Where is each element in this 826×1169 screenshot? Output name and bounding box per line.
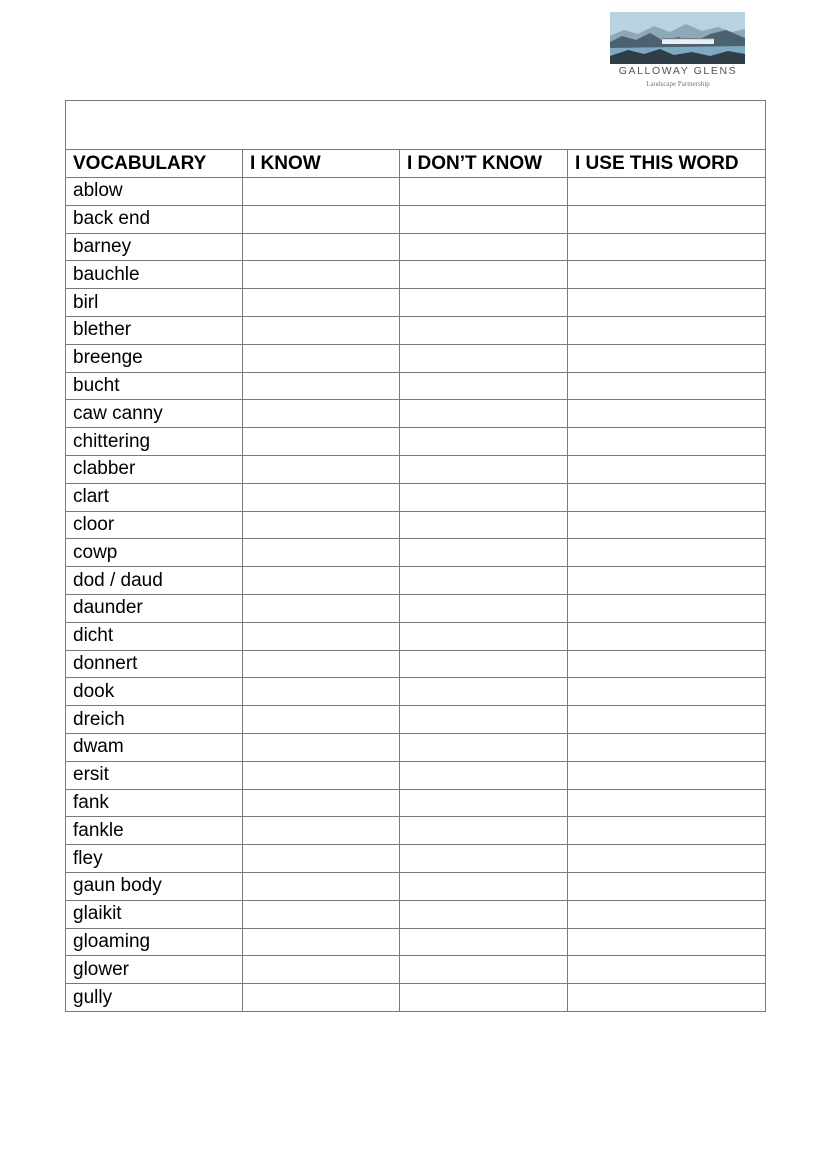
i-know-cell[interactable] xyxy=(243,289,400,317)
table-row xyxy=(66,344,766,372)
table-row xyxy=(66,817,766,845)
i-use-this-word-cell[interactable] xyxy=(568,428,766,456)
table-row xyxy=(66,289,766,317)
vocabulary-word: gaun body xyxy=(66,872,243,900)
vocabulary-word: fley xyxy=(66,845,243,873)
i-dont-know-cell[interactable] xyxy=(400,845,568,873)
i-dont-know-cell[interactable] xyxy=(400,650,568,678)
i-use-this-word-cell[interactable] xyxy=(568,289,766,317)
i-use-this-word-cell[interactable] xyxy=(568,400,766,428)
table-row xyxy=(66,900,766,928)
vocabulary-word: chittering xyxy=(66,428,243,456)
i-dont-know-cell[interactable] xyxy=(400,733,568,761)
i-know-cell[interactable] xyxy=(243,539,400,567)
i-dont-know-cell[interactable] xyxy=(400,428,568,456)
i-use-this-word-cell[interactable] xyxy=(568,567,766,595)
i-dont-know-cell[interactable] xyxy=(400,289,568,317)
i-use-this-word-cell[interactable] xyxy=(568,984,766,1012)
table-row xyxy=(66,178,766,206)
vocabulary-word: birl xyxy=(66,289,243,317)
i-dont-know-cell[interactable] xyxy=(400,984,568,1012)
i-know-cell[interactable] xyxy=(243,984,400,1012)
i-dont-know-cell[interactable] xyxy=(400,761,568,789)
i-dont-know-cell[interactable] xyxy=(400,483,568,511)
table-header-row xyxy=(66,150,766,178)
i-know-cell[interactable] xyxy=(243,900,400,928)
table-title-row xyxy=(66,101,766,150)
table-row xyxy=(66,650,766,678)
i-use-this-word-cell[interactable] xyxy=(568,928,766,956)
i-know-cell[interactable] xyxy=(243,455,400,483)
i-dont-know-cell[interactable] xyxy=(400,178,568,206)
table-row xyxy=(66,316,766,344)
table-row xyxy=(66,706,766,734)
i-know-cell[interactable] xyxy=(243,817,400,845)
i-use-this-word-cell[interactable] xyxy=(568,678,766,706)
vocabulary-word: fank xyxy=(66,789,243,817)
i-use-this-word-cell[interactable] xyxy=(568,733,766,761)
i-use-this-word-cell[interactable] xyxy=(568,900,766,928)
table-row xyxy=(66,372,766,400)
i-know-cell[interactable] xyxy=(243,622,400,650)
i-use-this-word-cell[interactable] xyxy=(568,872,766,900)
i-know-cell[interactable] xyxy=(243,344,400,372)
galloway-glens-logo xyxy=(610,12,746,90)
vocabulary-word: dod / daud xyxy=(66,567,243,595)
i-know-cell[interactable] xyxy=(243,205,400,233)
i-know-cell[interactable] xyxy=(243,594,400,622)
i-dont-know-cell[interactable] xyxy=(400,622,568,650)
landscape-logo-image xyxy=(610,12,745,64)
i-use-this-word-cell[interactable] xyxy=(568,261,766,289)
table-row xyxy=(66,233,766,261)
table-row xyxy=(66,483,766,511)
i-know-cell[interactable] xyxy=(243,178,400,206)
vocabulary-word: gully xyxy=(66,984,243,1012)
table-row xyxy=(66,622,766,650)
vocabulary-word: clart xyxy=(66,483,243,511)
i-dont-know-cell[interactable] xyxy=(400,261,568,289)
table-row xyxy=(66,984,766,1012)
vocabulary-word: blether xyxy=(66,316,243,344)
header-i-know: I KNOW xyxy=(243,150,400,178)
table-row xyxy=(66,455,766,483)
i-dont-know-cell[interactable] xyxy=(400,594,568,622)
vocabulary-word: dook xyxy=(66,678,243,706)
vocabulary-word: bucht xyxy=(66,372,243,400)
i-dont-know-cell[interactable] xyxy=(400,817,568,845)
vocabulary-word: glower xyxy=(66,956,243,984)
vocabulary-word: gloaming xyxy=(66,928,243,956)
vocabulary-word: glaikit xyxy=(66,900,243,928)
i-know-cell[interactable] xyxy=(243,372,400,400)
i-use-this-word-cell[interactable] xyxy=(568,817,766,845)
vocabulary-word: ablow xyxy=(66,178,243,206)
i-dont-know-cell[interactable] xyxy=(400,900,568,928)
logo-name: GALLOWAY GLENS xyxy=(618,65,738,77)
vocabulary-word: clabber xyxy=(66,455,243,483)
i-dont-know-cell[interactable] xyxy=(400,372,568,400)
i-know-cell[interactable] xyxy=(243,678,400,706)
i-know-cell[interactable] xyxy=(243,845,400,873)
i-use-this-word-cell[interactable] xyxy=(568,511,766,539)
i-use-this-word-cell[interactable] xyxy=(568,233,766,261)
table-row xyxy=(66,567,766,595)
i-use-this-word-cell[interactable] xyxy=(568,483,766,511)
i-know-cell[interactable] xyxy=(243,316,400,344)
i-use-this-word-cell[interactable] xyxy=(568,956,766,984)
i-know-cell[interactable] xyxy=(243,789,400,817)
table-row xyxy=(66,511,766,539)
vocabulary-word: caw canny xyxy=(66,400,243,428)
i-know-cell[interactable] xyxy=(243,233,400,261)
vocabulary-word: barney xyxy=(66,233,243,261)
i-dont-know-cell[interactable] xyxy=(400,233,568,261)
vocabulary-word: breenge xyxy=(66,344,243,372)
i-know-cell[interactable] xyxy=(243,261,400,289)
vocabulary-word: donnert xyxy=(66,650,243,678)
i-dont-know-cell[interactable] xyxy=(400,511,568,539)
table-row xyxy=(66,594,766,622)
table-row xyxy=(66,733,766,761)
i-use-this-word-cell[interactable] xyxy=(568,650,766,678)
i-dont-know-cell[interactable] xyxy=(400,205,568,233)
i-dont-know-cell[interactable] xyxy=(400,789,568,817)
i-know-cell[interactable] xyxy=(243,956,400,984)
i-know-cell[interactable] xyxy=(243,400,400,428)
vocabulary-table xyxy=(65,100,766,1012)
vocabulary-word: dwam xyxy=(66,733,243,761)
i-dont-know-cell[interactable] xyxy=(400,567,568,595)
table-row xyxy=(66,845,766,873)
i-use-this-word-cell[interactable] xyxy=(568,372,766,400)
i-know-cell[interactable] xyxy=(243,511,400,539)
table-row xyxy=(66,956,766,984)
table-row xyxy=(66,928,766,956)
i-know-cell[interactable] xyxy=(243,706,400,734)
i-use-this-word-cell[interactable] xyxy=(568,789,766,817)
table-row xyxy=(66,261,766,289)
i-know-cell[interactable] xyxy=(243,483,400,511)
i-know-cell[interactable] xyxy=(243,650,400,678)
i-use-this-word-cell[interactable] xyxy=(568,344,766,372)
header-i-dont-know: I DON’T KNOW xyxy=(400,150,568,178)
i-dont-know-cell[interactable] xyxy=(400,539,568,567)
vocabulary-word: back end xyxy=(66,205,243,233)
table-row xyxy=(66,539,766,567)
i-dont-know-cell[interactable] xyxy=(400,706,568,734)
i-dont-know-cell[interactable] xyxy=(400,316,568,344)
vocabulary-word: ersit xyxy=(66,761,243,789)
i-know-cell[interactable] xyxy=(243,928,400,956)
vocabulary-word: dicht xyxy=(66,622,243,650)
table-row xyxy=(66,400,766,428)
i-use-this-word-cell[interactable] xyxy=(568,594,766,622)
i-know-cell[interactable] xyxy=(243,567,400,595)
header-i-use-this-word: I USE THIS WORD xyxy=(568,150,766,178)
i-dont-know-cell[interactable] xyxy=(400,678,568,706)
logo-dam xyxy=(662,39,714,44)
table-row xyxy=(66,205,766,233)
i-use-this-word-cell[interactable] xyxy=(568,205,766,233)
header-vocabulary: VOCABULARY xyxy=(66,150,243,178)
table-row xyxy=(66,428,766,456)
i-know-cell[interactable] xyxy=(243,733,400,761)
i-use-this-word-cell[interactable] xyxy=(568,178,766,206)
i-dont-know-cell[interactable] xyxy=(400,928,568,956)
vocabulary-word: daunder xyxy=(66,594,243,622)
i-use-this-word-cell[interactable] xyxy=(568,761,766,789)
i-use-this-word-cell[interactable] xyxy=(568,706,766,734)
i-dont-know-cell[interactable] xyxy=(400,400,568,428)
table-title-cell[interactable] xyxy=(66,101,766,150)
i-know-cell[interactable] xyxy=(243,872,400,900)
vocabulary-word: bauchle xyxy=(66,261,243,289)
vocabulary-word: cloor xyxy=(66,511,243,539)
i-use-this-word-cell[interactable] xyxy=(568,539,766,567)
i-use-this-word-cell[interactable] xyxy=(568,455,766,483)
vocabulary-word: cowp xyxy=(66,539,243,567)
vocabulary-word: fankle xyxy=(66,817,243,845)
i-dont-know-cell[interactable] xyxy=(400,344,568,372)
logo-subtitle: Landscape Partnership xyxy=(646,80,710,88)
vocabulary-word: dreich xyxy=(66,706,243,734)
table-row xyxy=(66,761,766,789)
table-row xyxy=(66,678,766,706)
i-use-this-word-cell[interactable] xyxy=(568,316,766,344)
i-dont-know-cell[interactable] xyxy=(400,455,568,483)
table-row xyxy=(66,872,766,900)
i-use-this-word-cell[interactable] xyxy=(568,622,766,650)
i-know-cell[interactable] xyxy=(243,428,400,456)
table-row xyxy=(66,789,766,817)
i-use-this-word-cell[interactable] xyxy=(568,845,766,873)
i-dont-know-cell[interactable] xyxy=(400,872,568,900)
i-know-cell[interactable] xyxy=(243,761,400,789)
i-dont-know-cell[interactable] xyxy=(400,956,568,984)
